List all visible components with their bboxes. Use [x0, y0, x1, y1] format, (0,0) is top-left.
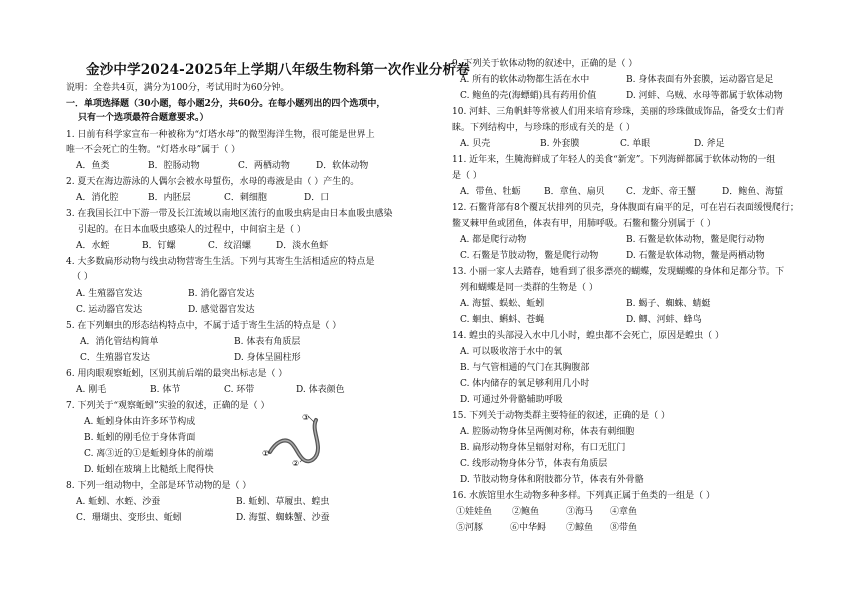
q4-option-a[interactable]: A. 生殖器官发达	[76, 289, 143, 299]
question-5: 5. 在下列蛔虫的形态结构特点中，不属于适于寄生生活的特点是（ ）	[66, 321, 342, 331]
q3-option-a[interactable]: A．水蛭	[76, 241, 110, 251]
q4-option-c[interactable]: C. 运动器官发达	[76, 305, 143, 315]
q11-option-c[interactable]: C．龙虾、帝王蟹	[626, 187, 696, 197]
question-7: 7. 下列关于“观察蚯蚓”实验的叙述，正确的是（ ）	[66, 401, 270, 411]
question-13-line2: 列和蝴蝶是同一类群的生物是（ ）	[460, 283, 598, 293]
question-14: 14. 蝗虫的头部浸入水中几小时，蝗虫都不会死亡，原因是蝗虫（ ）	[452, 331, 725, 341]
question-16: 16. 水族馆里水生动物多种多样。下列真正属于鱼类的一组是（ ）	[452, 491, 716, 501]
q12-option-a[interactable]: A. 都是爬行动物	[460, 235, 527, 245]
section-heading-cont: 只有一个选项最符合题意要求。）	[78, 113, 209, 123]
question-3-line2: 引起的。在日本血吸虫感染人的过程中，中间宿主是（ ）	[78, 225, 306, 235]
question-12-line1: 12. 石鳖背部有8个覆瓦状排列的贝壳，身体腹面有扁平的足，可在岩石表面缓慢爬行；	[452, 203, 799, 213]
q2-option-d[interactable]: D．口	[304, 193, 330, 203]
q11-option-b[interactable]: B．章鱼、扇贝	[544, 187, 605, 197]
question-9: 9. 下列关于软体动物的叙述中，正确的是（ ）	[452, 59, 638, 69]
q16-item-4[interactable]: ④章鱼	[610, 507, 638, 517]
q8-option-a[interactable]: A. 蚯蚓、水蛭、沙蚕	[76, 497, 161, 507]
q5-option-a[interactable]: A．消化管结构简单	[80, 337, 159, 347]
question-3-line1: 3. 在我国长江中下游一带及长江流域以南地区流行的血吸虫病是由日本血吸虫感染	[66, 209, 393, 219]
q10-option-b[interactable]: B. 外套膜	[540, 139, 580, 149]
earthworm-figure	[262, 412, 332, 474]
q5-option-d[interactable]: D. 身体呈圆柱形	[234, 353, 301, 363]
question-8: 8. 下列一组动物中，全部是环节动物的是（ ）	[66, 481, 252, 491]
q16-item-1[interactable]: ①娃娃鱼	[456, 507, 493, 517]
q13-option-d[interactable]: D. 鲫、河蚌、蜂鸟	[626, 315, 702, 325]
q3-option-b[interactable]: B．钉螺	[142, 241, 176, 251]
q7-option-d[interactable]: D. 蚯蚓在玻璃上比糙纸上爬得快	[84, 465, 214, 475]
q14-option-a[interactable]: A. 可以吸收溶于水中的氧	[460, 347, 563, 357]
q1-option-c[interactable]: C．两栖动物	[238, 161, 290, 171]
question-4-line2: （ ）	[72, 272, 93, 282]
question-12-line2: 鳖叉棘甲鱼或团鱼，体表有甲，用肺呼吸。石鳖和鳖分别属于（ ）	[452, 219, 716, 229]
q12-option-b[interactable]: B. 石鳖是软体动物，鳖是爬行动物	[626, 235, 765, 245]
worm-label-3: ③	[302, 413, 310, 422]
q14-option-d[interactable]: D. 可通过外骨骼辅助呼吸	[460, 395, 563, 405]
worm-label-2: ②	[292, 459, 300, 468]
q14-option-c[interactable]: C. 体内储存的氧足够利用几小时	[460, 379, 590, 389]
q4-option-b[interactable]: B. 消化器官发达	[188, 289, 255, 299]
q8-option-c[interactable]: C．珊瑚虫、变形虫、蚯蚓	[76, 513, 182, 523]
q4-option-d[interactable]: D. 感觉器官发达	[188, 305, 255, 315]
q1-option-b[interactable]: B．腔肠动物	[148, 161, 200, 171]
q2-option-b[interactable]: B．内胚层	[148, 193, 191, 203]
q15-option-b[interactable]: B. 扁形动物身体呈辐射对称，有口无肛门	[460, 443, 626, 453]
section-heading: 一．单项选择题（30小题，每小题2分，共60分。在每小题列出的四个选项中，	[66, 99, 386, 109]
q8-option-b[interactable]: B. 蚯蚓、草履虫、蝗虫	[236, 497, 330, 507]
q13-option-c[interactable]: C. 蛔虫、蝌蚪、苍蝇	[460, 315, 545, 325]
q9-option-b[interactable]: B. 身体表面有外套膜，运动器官是足	[626, 75, 774, 85]
q1-option-a[interactable]: A．鱼类	[76, 161, 110, 171]
q3-option-d[interactable]: D．淡水鱼虾	[276, 241, 329, 251]
worm-label-1: ①	[262, 449, 270, 458]
q9-option-c[interactable]: C. 鲍鱼的壳(海螵蛸)具有药用价值	[460, 91, 597, 101]
question-15: 15. 下列关于动物类群主要特征的叙述，正确的是（ ）	[452, 411, 671, 421]
q7-option-c[interactable]: C. 离③近的①是蚯蚓身体的前端	[84, 449, 214, 459]
q12-option-c[interactable]: C. 石鳖是节肢动物，鳖是爬行动物	[460, 251, 599, 261]
q15-option-c[interactable]: C. 线形动物身体分节，体表有角质层	[460, 459, 608, 469]
q16-item-6[interactable]: ⑥中华鲟	[510, 523, 547, 533]
q12-option-d[interactable]: D. 石鳖是软体动物，鳖是两栖动物	[626, 251, 765, 261]
q5-option-b[interactable]: B. 体表有角质层	[234, 337, 301, 347]
q9-option-d[interactable]: D. 河蚌、乌贼、水母等都属于软体动物	[626, 91, 783, 101]
question-1-line2: 唯一不会死亡的生物。“灯塔水母”属于（ ）	[66, 145, 241, 155]
q16-item-2[interactable]: ②鲍鱼	[512, 507, 540, 517]
q5-option-c[interactable]: C．生殖器官发达	[80, 353, 150, 363]
question-11-line2: 是（ ）	[452, 171, 482, 181]
q16-item-8[interactable]: ⑧带鱼	[610, 523, 638, 533]
q14-option-b[interactable]: B. 与气管相通的气门在其胸腹部	[460, 363, 590, 373]
exam-note: 说明：全卷共4页，满分为100分，考试用时为60分钟。	[66, 83, 290, 93]
q9-option-a[interactable]: A. 所有的软体动物都生活在水中	[460, 75, 590, 85]
q11-option-a[interactable]: A．带鱼、牡蛎	[460, 187, 521, 197]
question-10-line2: 睐。下列结构中，与珍珠的形成有关的是（ ）	[452, 123, 635, 133]
q6-option-d[interactable]: D. 体表颜色	[296, 385, 345, 395]
q6-option-b[interactable]: B. 体节	[150, 385, 181, 395]
q15-option-a[interactable]: A. 腔肠动物身体呈两侧对称，体表有刺细胞	[460, 427, 635, 437]
question-13-line1: 13. 小丽一家人去踏春，她看到了很多漂亮的蝴蝶，发现蝴蝶的身体和足都分节。下	[452, 267, 785, 277]
q2-option-a[interactable]: A．消化腔	[76, 193, 119, 203]
q16-item-5[interactable]: ⑤河豚	[456, 523, 484, 533]
question-10-line1: 10. 河蚌、三角帆蚌等常被人们用来培育珍珠，美丽的珍珠做成饰品，备受女士们青	[452, 107, 785, 117]
q13-option-a[interactable]: A. 海蜇、蜈蚣、蚯蚓	[460, 299, 545, 309]
q10-option-d[interactable]: D. 斧足	[694, 139, 725, 149]
question-11-line1: 11. 近年来，生腌海鲜成了年轻人的美食“新宠”。下列海鲜都属于软体动物的一组	[452, 155, 776, 165]
q7-option-a[interactable]: A. 蚯蚓身体由许多环节构成	[84, 417, 196, 427]
q1-option-d[interactable]: D．软体动物	[316, 161, 369, 171]
q15-option-d[interactable]: D. 节肢动物身体和附肢都分节，体表有外骨骼	[460, 475, 644, 485]
question-2: 2. 夏天在海边游泳的人偶尔会被水母蜇伤，水母的毒液是由（ ）产生的。	[66, 177, 360, 187]
page-title: 金沙中学2024-2025年上学期八年级生物科第一次作业分析卷	[86, 62, 470, 78]
q16-item-7[interactable]: ⑦鲸鱼	[566, 523, 594, 533]
question-1-line1: 1. 日前有科学家宣布一种被称为“灯塔水母”的微型海洋生物，很可能是世界上	[66, 130, 375, 140]
question-4-line1: 4. 大多数扁形动物与线虫动物营寄生生活。下列与其寄生生活相适应的特点是	[66, 257, 375, 267]
q11-option-d[interactable]: D．鲍鱼、海蜇	[722, 187, 784, 197]
q7-option-b[interactable]: B. 蚯蚓的刚毛位于身体背面	[84, 433, 196, 443]
q16-item-3[interactable]: ③海马	[566, 507, 594, 517]
q10-option-a[interactable]: A. 贝壳	[460, 139, 491, 149]
q10-option-c[interactable]: C. 单眼	[620, 139, 651, 149]
q6-option-a[interactable]: A. 刚毛	[76, 385, 107, 395]
q3-option-c[interactable]: C．纹沼螺	[208, 241, 251, 251]
q6-option-c[interactable]: C. 环带	[224, 385, 255, 395]
q2-option-c[interactable]: C．刺细胞	[224, 193, 267, 203]
q8-option-d[interactable]: D. 海蜇、蜘蛛蟹、沙蚕	[236, 513, 330, 523]
q13-option-b[interactable]: B. 蝎子、蜘蛛、蜻蜓	[626, 299, 711, 309]
question-6: 6. 用肉眼观察蚯蚓，区别其前后端的最突出标志是（ ）	[66, 369, 288, 379]
